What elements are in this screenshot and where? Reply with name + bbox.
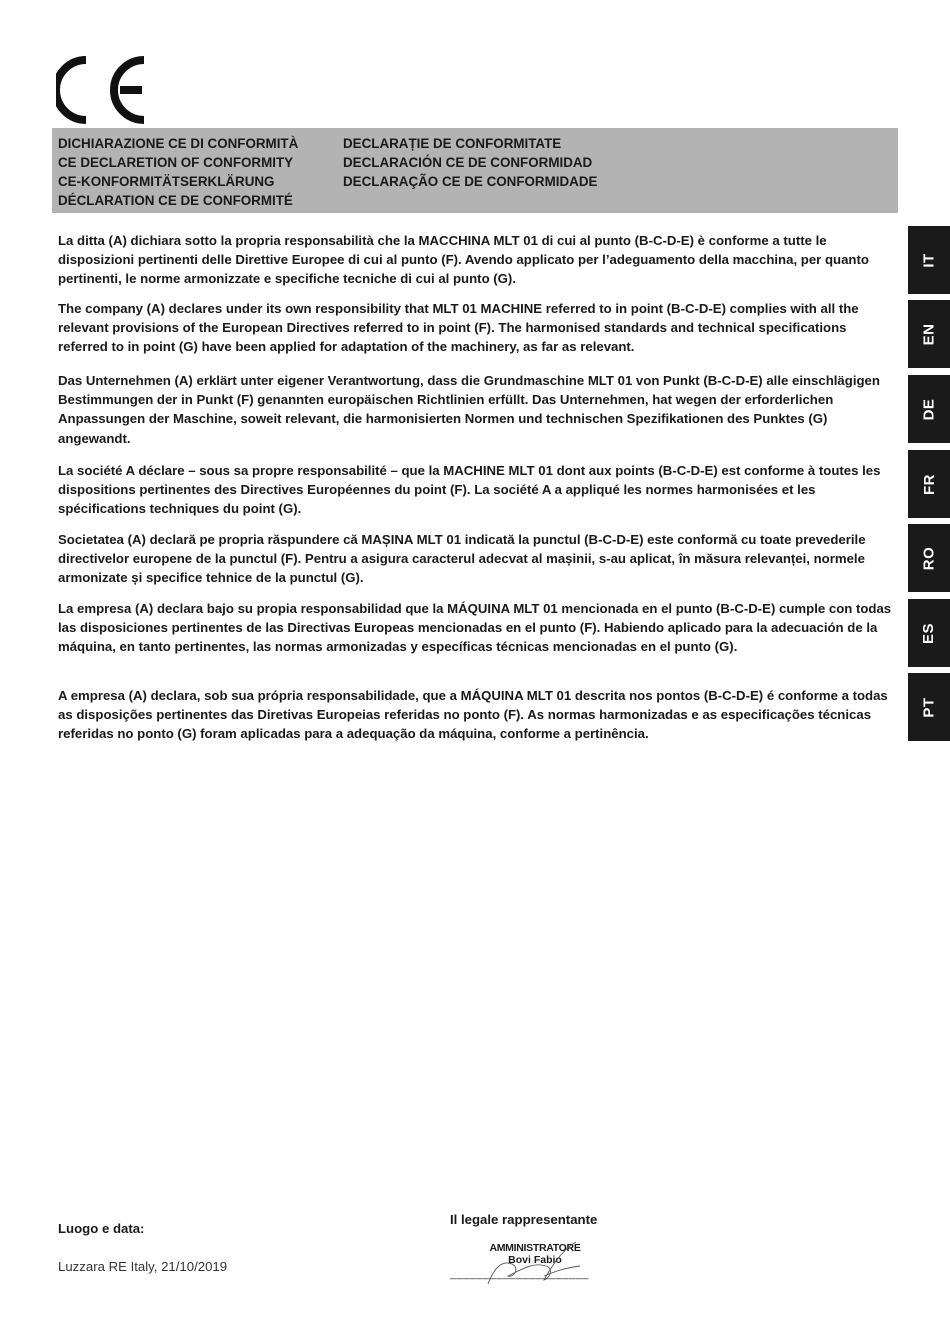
tab-de[interactable]: DE: [908, 375, 950, 443]
declaration-pt: A empresa (A) declara, sob sua própria responsabilidade, que a MÁQUINA MLT 01 descrita nos pontos (B-C-D-E) é conforme a todas as disposições pertinentes das Diretivas Europeias referidas no ponto (F). As normas harmonizadas e as especificações técnicas referidas no ponto (G) foram aplicadas para a adequação da máquina, conforme a pertinência.: [58, 688, 888, 742]
ce-marking-logo: [56, 56, 152, 124]
declaration-fr: La société A déclare – sous sa propre responsabilité – que la MACHINE MLT 01 dont aux points (B-C-D-E) est conforme à toutes les dispositions pertinentes des Directives Européennes du point (F). La société A a appliqué les normes harmonisées et les spécifications techniques du point (G).: [58, 463, 881, 517]
tab-it[interactable]: IT: [908, 226, 950, 294]
title-ro: DECLARAȚIE DE CONFORMITATE: [343, 136, 562, 151]
declaration-ro: Societatea (A) declară pe propria răspundere că MAȘINA MLT 01 indicată la punctul (B-C-D-E) este conformă cu toate prevederile directivelor europene de la punctul (F). Pentru a asigura caracterul adecvat al mașinii, s-au aplicat, în măsura relevanței, normele armonizate și specifice tehnice de la punctul (G).: [58, 532, 866, 586]
title-de: CE-KONFORMITÄTSERKLÄRUNG: [58, 174, 275, 189]
title-column-right: [343, 134, 597, 191]
place-date-value: Luzzara RE Italy, 21/10/2019: [58, 1259, 228, 1274]
signature-line: _____________________: [450, 1268, 589, 1280]
declaration-it: La ditta (A) dichiara sotto la propria responsabilità che la MACCHINA MLT 01 di cui al punto (B-C-D-E) è conforme a tutte le disposizioni pertinenti delle Direttive Europee di cui al punto (F). Avendo applicato per l’adeguamento della macchina, per quanto pertinenti, le norme armonizzate e specifiche tecniche di cui al punto (G).: [58, 233, 869, 287]
title-it: DICHIARAZIONE CE DI CONFORMITÀ: [58, 136, 299, 151]
tab-ro[interactable]: RO: [908, 524, 950, 592]
declaration-en: The company (A) declares under its own responsibility that MLT 01 MACHINE referred to in point (B-C-D-E) complies with all the relevant provisions of the European Directives referred to in point (F). The harmonised standards and technical specifications referred to in point (G) have been applied for adaptation of the machinery, as far as relevant.: [58, 301, 859, 355]
declaration-de: Das Unternehmen (A) erklärt unter eigener Verantwortung, dass die Grundmaschine MLT 01 von Punkt (B-C-D-E) alle einschlägigen Bestimmungen der in Punkt (F) genannten europäischen Richtlinien erfüllt. Das Unternehmen, hat wegen der erforderlichen Anpassungen der Maschine, soweit relevant, die harmonisierten Normen und technischen Spezifikationen des Punktes (G) angewandt.: [58, 373, 880, 446]
tab-fr[interactable]: FR: [908, 450, 950, 518]
declaration-title-box: [52, 128, 898, 213]
declaration-es: La empresa (A) declara bajo su propia responsabilidad que la MÁQUINA MLT 01 mencionada en el punto (B-C-D-E) cumple con todas las disposiciones pertinentes de las Directivas Europeas mencionadas en el punto (F). Habiendo aplicado para la adecuación de la máquina, en tanto pertinentes, las normas armonizadas y específicas técnicas mencionadas en el punto (G).: [58, 601, 892, 655]
handwritten-signature: [484, 1238, 594, 1288]
stamp-name: Bovi Fabio: [508, 1254, 562, 1266]
tab-pt[interactable]: PT: [908, 673, 950, 741]
title-fr: DÉCLARATION CE DE CONFORMITÉ: [58, 193, 293, 208]
title-en: CE DECLARETION OF CONFORMITY: [58, 155, 294, 170]
title-es: DECLARACIÓN CE DE CONFORMIDAD: [343, 155, 593, 170]
title-column-left: [58, 134, 298, 210]
legal-representative-label: Il legale rappresentante: [450, 1212, 598, 1227]
stamp-role: AMMINISTRATORE: [489, 1242, 581, 1254]
tab-es[interactable]: ES: [908, 599, 950, 667]
tab-en[interactable]: EN: [908, 300, 950, 368]
title-pt: DECLARAÇÃO CE DE CONFORMIDADE: [343, 174, 598, 189]
place-date-label: Luogo e data:: [58, 1221, 145, 1236]
